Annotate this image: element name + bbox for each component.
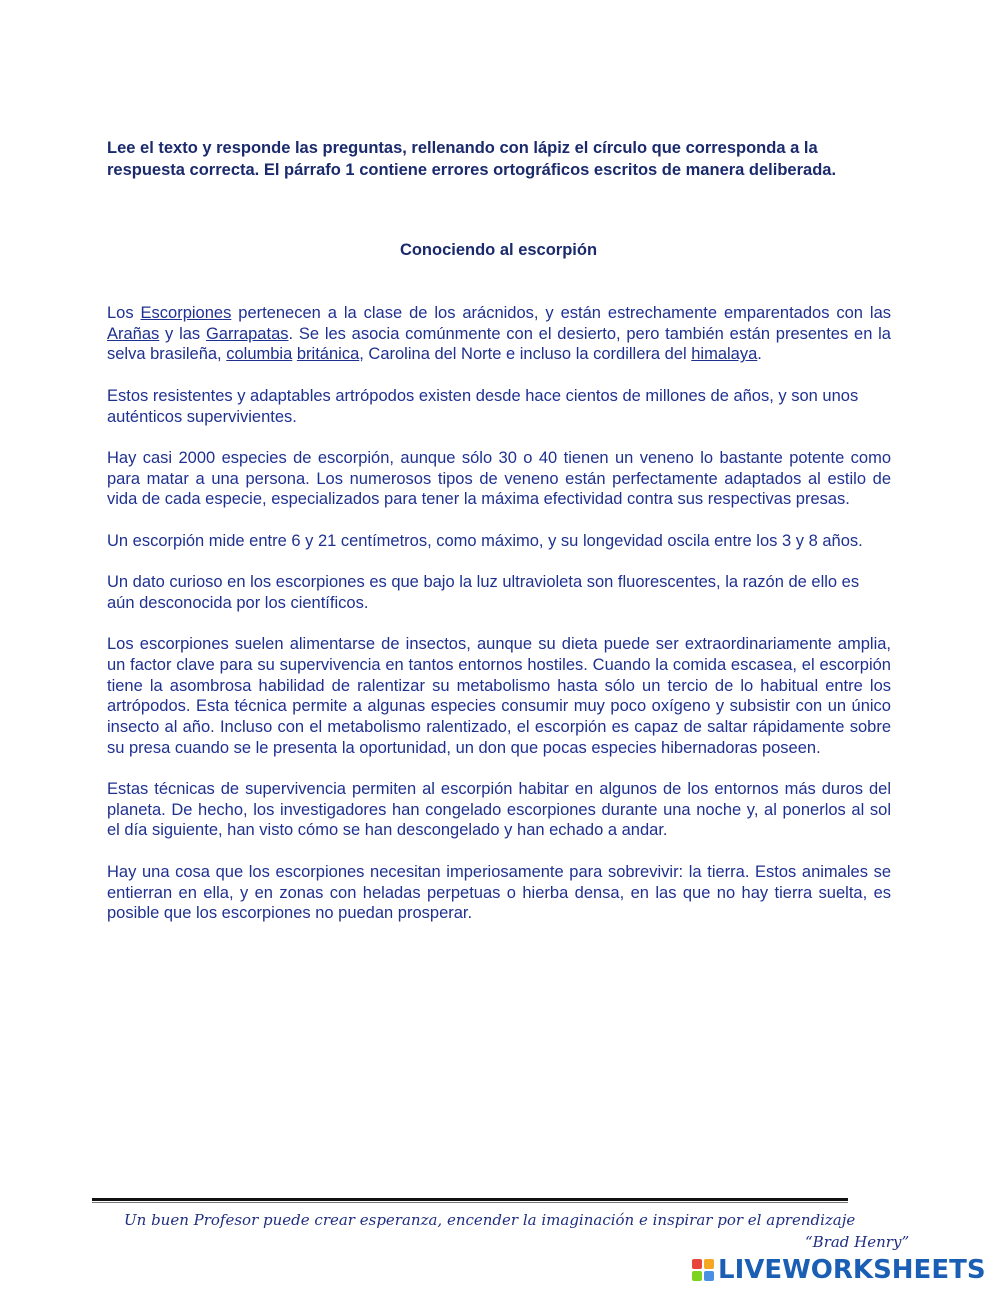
footer-divider [92,1198,848,1201]
paragraph-1 [107,303,891,365]
article-body [107,303,891,945]
paragraph-5: Un dato curioso en los escorpiones es que bajo la luz ultravioleta son fluorescentes, la razón de ello es aún desconocida por los científicos. [107,573,860,612]
logo-tiles-icon [692,1259,714,1281]
p1-text-6: , Carolina del Norte e incluso la cordillera del [359,345,692,364]
paragraph-4: Un escorpión mide entre 6 y 21 centímetros, como máximo, y su longevidad oscila entre los 3 y 8 años. [107,531,863,550]
footer-author: “Brad Henry” [805,1233,910,1251]
p1-text-7: . [757,345,762,364]
liveworksheets-logo[interactable] [692,1255,986,1285]
link-columbia[interactable]: columbia [226,345,293,364]
link-britanica[interactable]: británica [296,345,360,364]
p1-text-3: y las [159,324,206,343]
logo-tile-v [692,1271,702,1281]
paragraph-2: Estos resistentes y adaptables artrópodos existen desde hace cientos de millones de años, y son unos auténticos supervivientes. [107,386,859,426]
logo-tile-l [692,1259,702,1269]
link-escorpiones[interactable]: Escorpiones [140,304,232,322]
link-aranas[interactable]: Arañas [107,324,160,343]
p1-text-1: Los [107,304,141,322]
logo-text: LIVEWORKSHEETS [718,1255,986,1285]
paragraph-6: Los escorpiones suelen alimentarse de insectos, aunque su dieta puede ser extraordinariamente amplia, un factor clave para su supervivencia en tantos entornos hostiles. Cuando la comida escasea, el escorpión tiene la asombrosa habilidad de ralentizar su metabolismo hasta sólo un tercio de lo habitual entre los artrópodos. Esta técnica permite a algunas especies consumir muy poco oxígeno y subsistir con un único insecto al año. Incluso con el metabolismo ralentizado, el escorpión es capaz de saltar rápidamente sobre su presa cuando se le presenta la oportunidad, un don que pocas especies hibernadoras poseen. [107,635,891,757]
page-title: Conociendo al escorpión [399,241,598,259]
paragraph-3: Hay casi 2000 especies de escorpión, aunque sólo 30 o 40 tienen un veneno lo bastante potente como para matar a una persona. Los numerosos tipos de veneno están perfectamente adaptados al estilo de vida de cada especie, especializados para tener la máxima efectividad contra sus respectivas presas. [107,448,891,509]
instructions: Lee el texto y responde las preguntas, rellenando con lápiz el círculo que corresponda a la respuesta correcta. El párrafo 1 contiene errores ortográficos escritos de manera deliberada. [107,139,837,179]
footer-divider-shadow [92,1202,848,1203]
paragraph-7: Estas técnicas de supervivencia permiten al escorpión habitar en algunos de los entornos más duros del planeta. De hecho, los investigadores han congelado escorpiones durante una noche y, al ponerlos al sol el día siguiente, han visto cómo se han descongelado y han echado a andar. [107,780,891,840]
p1-text-4: . Se les asocia comúnmente con el desierto, pero también están presentes en la selva brasileña, [107,324,891,364]
footer-quote: Un buen Profesor puede crear esperanza, encender la imaginación e inspirar por el aprendizaje [124,1211,856,1229]
link-himalaya[interactable]: himalaya [691,345,758,364]
logo-tile-e [704,1271,714,1281]
link-garrapatas[interactable]: Garrapatas [205,324,289,343]
logo-tile-i [704,1259,714,1269]
paragraph-8: Hay una cosa que los escorpiones necesitan imperiosamente para sobrevivir: la tierra. Estos animales se entierran en ella, y en zonas con heladas perpetuas o hierba densa, en las que no hay tierra suelta, es posible que los escorpiones no puedan prosperar. [107,862,891,923]
p1-text-2: pertenecen a la clase de los arácnidos, y están estrechamente emparentados con las [231,304,891,322]
